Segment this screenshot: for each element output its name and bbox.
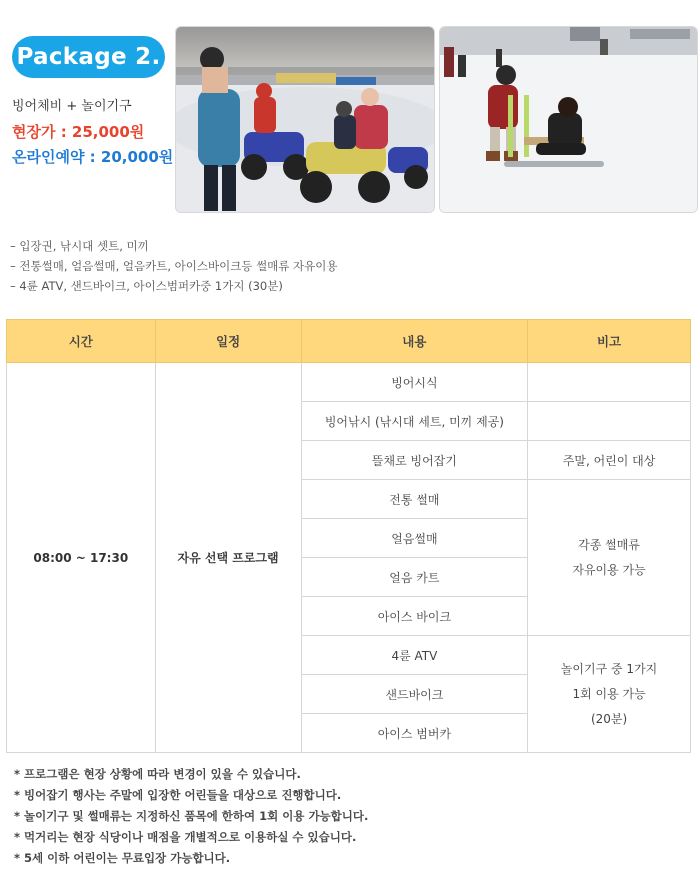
note-item: * 프로그램은 현장 상황에 따라 변경이 있을 수 있습니다.: [14, 767, 301, 781]
time-cell: 08:00 ~ 17:30: [7, 363, 156, 753]
remark-line: 자유이용 가능: [572, 562, 646, 577]
note-item: * 빙어잡기 행사는 주말에 입장한 어린들을 대상으로 진행합니다.: [14, 788, 342, 802]
header-remarks: 비고: [528, 320, 691, 363]
atv-photo: [175, 26, 435, 213]
content-cell: 빙어시식: [301, 363, 527, 402]
content-cell: 뜰채로 빙어잡기: [301, 441, 527, 480]
atv-photo-illustration: [176, 27, 434, 212]
table-header-row: [7, 320, 691, 363]
content-cell: 샌드바이크: [301, 675, 527, 714]
content-cell: 전통 썰매: [301, 480, 527, 519]
schedule-cell: 자유 선택 프로그램: [155, 363, 301, 753]
online-price: 온라인예약 : 20,000원: [12, 148, 174, 166]
content-cell: 얼음썰매: [301, 519, 527, 558]
header-schedule: 일정: [155, 320, 301, 363]
remark-cell-rides: [528, 636, 691, 753]
note-item: * 놀이기구 및 썰매류는 지정하신 품목에 한하여 1회 이용 가능합니다.: [14, 809, 369, 823]
remark-line: 놀이기구 중 1가지: [560, 661, 658, 676]
sled-photo: [439, 26, 698, 213]
header-contents: 내용: [301, 320, 527, 363]
content-cell: 빙어낚시 (낚시대 세트, 미끼 제공): [301, 402, 527, 441]
schedule-table: [6, 319, 691, 753]
content-cell: 아이스 바이크: [301, 597, 527, 636]
included-item: – 전통썰매, 얼음썰매, 얼음카트, 아이스바이크등 썰매류 자유이용: [10, 259, 338, 273]
header-time: 시간: [7, 320, 156, 363]
table-row: [7, 363, 691, 402]
regular-price: 현장가 : 25,000원: [12, 123, 145, 141]
remark-line: 각종 썰매류: [578, 537, 640, 552]
notes-list: [14, 764, 368, 869]
remark-cell-empty: [528, 402, 691, 441]
remark-cell: 주말, 어린이 대상: [528, 441, 691, 480]
package-name: 빙어체비 + 놀이기구: [12, 99, 132, 114]
remark-line: (20분): [590, 711, 628, 726]
package-badge: Package 2.: [12, 36, 165, 78]
included-items-list: [10, 236, 337, 296]
remark-line: 1회 이용 가능: [572, 686, 646, 701]
sled-photo-illustration: [440, 27, 697, 212]
remark-cell-empty: [528, 363, 691, 402]
content-cell: 4륜 ATV: [301, 636, 527, 675]
remark-cell-sleds: [528, 480, 691, 636]
note-item: * 먹거리는 현장 식당이나 매점을 개별적으로 이용하실 수 있습니다.: [14, 830, 357, 844]
content-cell: 아이스 범버카: [301, 714, 527, 753]
content-cell: 얼음 카트: [301, 558, 527, 597]
included-item: – 입장권, 낚시대 셋트, 미끼: [10, 239, 149, 253]
included-item: – 4륜 ATV, 샌드바이크, 아이스범퍼카중 1가지 (30분): [10, 279, 283, 293]
note-item: * 5세 이하 어린이는 무료입장 가능합니다.: [14, 851, 231, 865]
